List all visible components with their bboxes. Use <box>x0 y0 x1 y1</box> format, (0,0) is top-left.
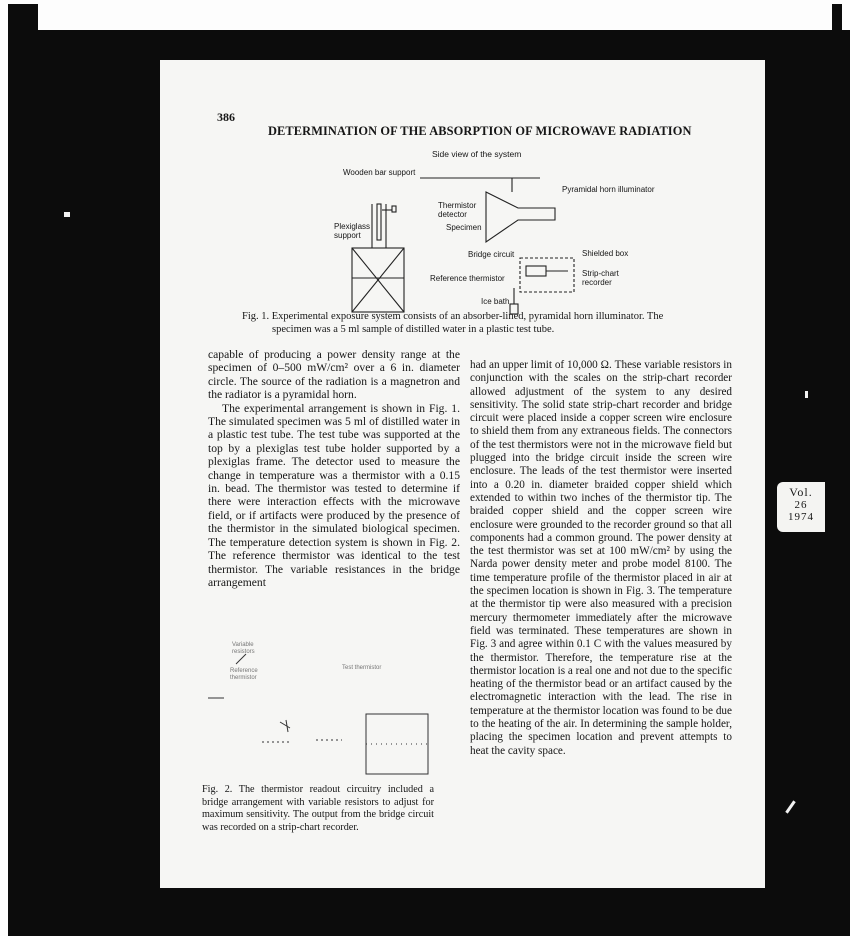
label-reference-thermistor: Reference thermistor <box>430 274 505 283</box>
label-variable-resistors: Variable resistors <box>232 642 255 655</box>
bridge-box <box>526 266 546 276</box>
volume-year: 1974 <box>788 511 814 523</box>
scan-top-notch <box>8 4 38 30</box>
label-thermistor-detector: Thermistor detector <box>438 201 477 219</box>
scan-top-edge <box>0 0 850 30</box>
figure-1-caption: Fig. 1. Experimental exposure system consists of an absorber-lined, pyramidal horn illuminator. The specimen was a 5 ml sample of distilled water in a plastic test tube. <box>242 311 664 335</box>
pyramidal-horn <box>486 192 555 242</box>
label-strip-chart: Strip-chart recorder <box>582 269 619 287</box>
left-paragraph-1: capable of producing a power density range at the specimen of 0–500 mW/cm² over a 6 in. diameter circle. The source of the radiation is a magnetron and the radiator is a pyramidal horn. <box>208 348 460 402</box>
thermistor-box <box>392 206 396 212</box>
label-reference-thermistor-2: Reference thermistor <box>230 668 258 681</box>
right-paragraph-1: had an upper limit of 10,000 Ω. These variable resistors in conjunction with the scales on the strip-chart recorder allowed adjustment of the system to any desired sensitivity. The solid state strip-chart recorder and bridge circuit were placed inside a copper screen wire enclosure to shield them from any extraneous fields. The connectors of the test thermistors were not in the microwave field but plugged into the bridge circuit inside the screen wire enclosure. The leads of the test thermistor were inserted into a 0.20 in. diameter braided copper shield which extended to within two inches of the thermistor tip. The braided copper shield and the copper screen wire enclosure were grounded to the recorder ground so that all components had a common ground. The power density at the test thermistor was set at 100 mW/cm² by using the Narda power density meter and probe model 8100. The time temperature profile of the thermistor placed in air at the specimen location is shown in Fig. 3. The temperature at the thermistor tip were also measured with a precision mercury thermometer immediately after the microwave field was terminated. These temperatures are shown in Fig. 3 and agree within 0.1 C with the values measured by the thermistor. Therefore, the temperature rise at the thermistor location is a real one and not due to the specific heating of the thermistor bead or an artifact caused by the electromagnetic interaction with the lead. The rise in temperature at the thermistor location was found to be due to the heating of the air. In determining the sample holder, placing the specimen location and prevent attempts to heat the cavity space. <box>470 359 732 757</box>
label-test-thermistor: Test thermistor <box>342 665 382 671</box>
journal-page <box>160 60 765 888</box>
figure-2-caption: Fig. 2. The thermistor readout circuitry included a bridge arrangement with variable resistors to adjust for maximum sensitivity. The output from the bridge circuit was recorded on a strip-chart recorder. <box>202 784 434 833</box>
volume-tab <box>777 482 825 532</box>
right-text-column <box>470 359 732 758</box>
scan-speck <box>785 800 795 813</box>
label-bridge-circuit: Bridge circuit <box>468 250 515 259</box>
plexiglass-support <box>372 204 386 248</box>
label-shielded-box: Shielded box <box>582 249 629 258</box>
label-pyramidal-horn: Pyramidal horn illuminator <box>562 185 655 194</box>
label-specimen: Specimen <box>446 223 482 232</box>
label-ice-bath: Ice bath <box>481 297 510 306</box>
figure-1-heading: Side view of the system <box>432 149 522 159</box>
scan-left-edge <box>0 4 8 936</box>
figure-2-diagram <box>200 640 460 780</box>
scan-speck <box>64 212 70 217</box>
shielded-box <box>520 258 574 292</box>
label-wooden-bar: Wooden bar support <box>343 168 416 177</box>
page-number: 386 <box>217 110 235 124</box>
scan-speck <box>805 391 808 398</box>
test-tube <box>377 204 381 240</box>
volume-label: Vol. <box>789 485 813 499</box>
running-title: DETERMINATION OF THE ABSORPTION OF MICROWAVE RADIATION <box>268 124 692 138</box>
bridge-element <box>280 720 290 732</box>
volume-number: 26 <box>794 499 808 511</box>
label-plexiglass-support: Plexiglass support <box>334 222 371 240</box>
left-paragraph-2: The experimental arrangement is shown in Fig. 1. The simulated specimen was 5 ml of distilled water in a plastic test tube. The test tube was supported at the top by a plexiglas test tube holder supported by a plexiglas frame. The detector used to measure the change in temperature was a thermistor with a 0.15 in. bead. The thermistor was tested to determine if there were interaction effects with the microwave field, or if artifacts were produced by the presence of the thermistor in the simulated biological specimen. The temperature detection system is shown in Fig. 2. The reference thermistor was identical to the test thermistor. The variable resistances in the bridge arrangement <box>208 401 460 589</box>
left-text-column <box>208 348 460 589</box>
scan-top-notch-right <box>832 4 842 30</box>
figure-2-drawing <box>200 640 460 780</box>
